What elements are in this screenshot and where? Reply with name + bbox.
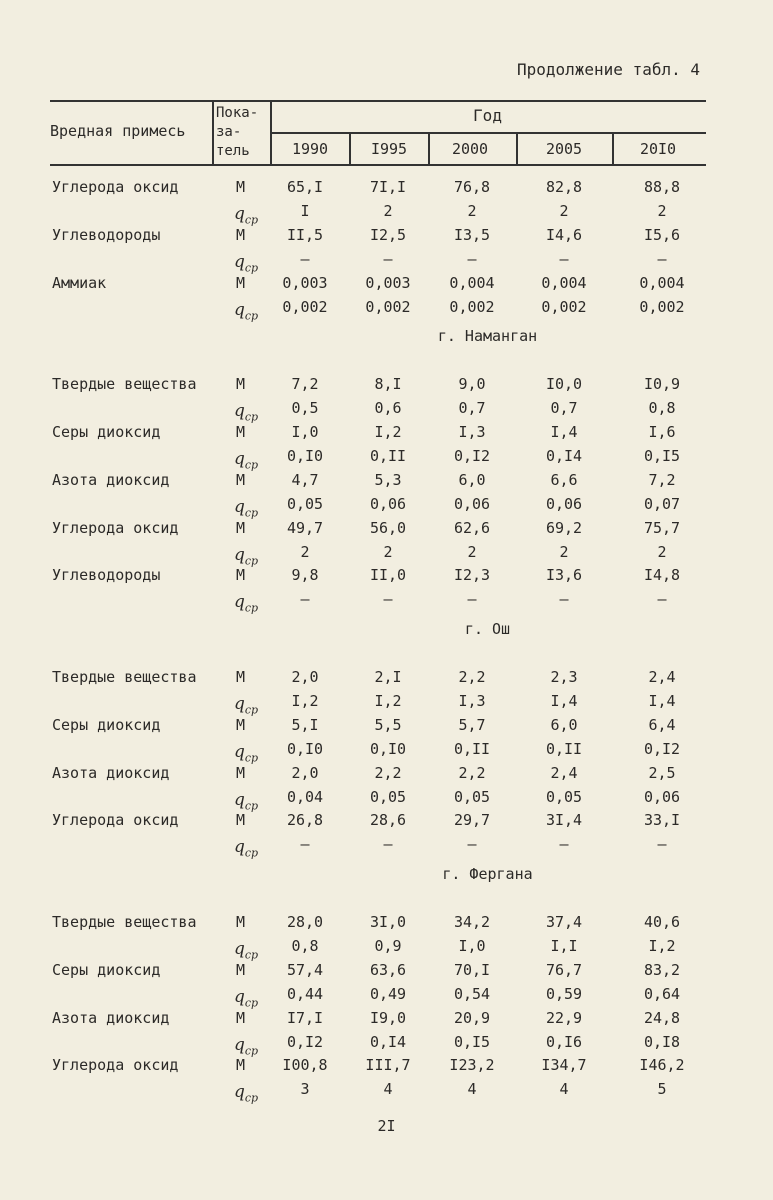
table-cell: 0,I2 bbox=[453, 446, 491, 465]
table-cell: 0,64 bbox=[643, 984, 681, 1003]
column-header-year: Год bbox=[473, 106, 502, 125]
table-cell: II,5 bbox=[286, 225, 324, 244]
column-header-substance: Вредная примесь bbox=[50, 122, 186, 140]
table-cell: 0,I4 bbox=[369, 1032, 407, 1051]
indicator-q: $q_{ср}$ bbox=[234, 496, 259, 520]
table-cell: 0,6 bbox=[374, 399, 402, 418]
table-cell: – bbox=[559, 835, 569, 854]
table-cell: 2,2 bbox=[458, 763, 486, 782]
indicator-q: $q_{ср}$ bbox=[234, 592, 259, 615]
table-cell: 2,4 bbox=[648, 668, 676, 686]
table-cell: I7,I bbox=[286, 1008, 324, 1027]
header-bottom-rule bbox=[50, 164, 706, 166]
substance-label: Углеводороды bbox=[52, 566, 161, 585]
table-cell: 0,I2 bbox=[643, 739, 681, 758]
indicator-q: $q_{ср}$ bbox=[234, 1034, 259, 1057]
table-cell: I,3 bbox=[458, 691, 486, 710]
table-cell: 0,002 bbox=[449, 297, 495, 316]
table-cell: – bbox=[657, 249, 667, 268]
table-cell: 9,0 bbox=[458, 375, 486, 394]
indicator-m: M bbox=[236, 225, 246, 244]
table-cell: 28,0 bbox=[286, 913, 324, 931]
table-cell: I,4 bbox=[648, 691, 676, 710]
table-cell: 75,7 bbox=[643, 518, 681, 537]
table-cell: 0,7 bbox=[458, 399, 486, 418]
table-cell: I bbox=[300, 201, 310, 220]
table-cell: 5,5 bbox=[374, 715, 402, 734]
table-cell: I3,5 bbox=[453, 225, 491, 244]
header-divider bbox=[516, 132, 518, 166]
table-cell: 6,0 bbox=[458, 470, 486, 489]
table-cell: I23,2 bbox=[449, 1056, 495, 1075]
year-header: 2000 bbox=[451, 140, 489, 158]
table-cell: – bbox=[383, 590, 393, 609]
indicator-m: M bbox=[236, 470, 246, 489]
table-cell: – bbox=[467, 249, 477, 268]
indicator-m: M bbox=[236, 960, 246, 979]
table-cell: II,0 bbox=[369, 566, 407, 585]
table-cell: 57,4 bbox=[286, 960, 324, 979]
table-cell: 20,9 bbox=[453, 1008, 491, 1027]
table-cell: 0,06 bbox=[545, 494, 583, 513]
table-cell: 82,8 bbox=[545, 178, 583, 196]
table-cell: 0,004 bbox=[639, 273, 685, 292]
indicator-m: M bbox=[236, 913, 246, 931]
table-cell: I,2 bbox=[374, 691, 402, 710]
table-cell: 56,0 bbox=[369, 518, 407, 537]
table-cell: I,0 bbox=[458, 936, 486, 955]
indicator-m: M bbox=[236, 375, 246, 394]
table-cell: 33,I bbox=[643, 811, 681, 830]
substance-label: Серы диоксид bbox=[52, 423, 161, 441]
table-cell: 5 bbox=[657, 1080, 667, 1099]
table-cell: 2,0 bbox=[291, 668, 319, 686]
indicator-m: M bbox=[236, 518, 246, 537]
table-cell: 62,6 bbox=[453, 518, 491, 537]
table-cell: 0,7 bbox=[550, 399, 578, 418]
table-cell: I,2 bbox=[374, 423, 402, 441]
table-cell: I4,6 bbox=[545, 225, 583, 244]
table-cell: 2,2 bbox=[374, 763, 402, 782]
table-cell: 6,0 bbox=[550, 715, 578, 734]
table-cell: 76,8 bbox=[453, 178, 491, 196]
table-cell: 70,I bbox=[453, 960, 491, 979]
header-divider bbox=[212, 100, 214, 166]
table-cell: 0,I0 bbox=[286, 739, 324, 758]
table-cell: I2,3 bbox=[453, 566, 491, 585]
table-cell: 0,9 bbox=[374, 936, 402, 955]
table-cell: 24,8 bbox=[643, 1008, 681, 1027]
table-cell: 69,2 bbox=[545, 518, 583, 537]
table-cell: – bbox=[467, 835, 477, 854]
indicator-m: M bbox=[236, 763, 246, 782]
table-cell: 4 bbox=[467, 1080, 477, 1099]
page-number: 2I bbox=[377, 1117, 396, 1135]
table-cell: 76,7 bbox=[545, 960, 583, 979]
table-cell: 0,003 bbox=[365, 273, 411, 292]
table-cell: 0,002 bbox=[282, 297, 328, 316]
indicator-m: M bbox=[236, 1056, 246, 1075]
table-cell: 4 bbox=[383, 1080, 393, 1099]
table-cell: 0,49 bbox=[369, 984, 407, 1003]
table-cell: 0,004 bbox=[541, 273, 587, 292]
substance-label: Азота диоксид bbox=[52, 1008, 170, 1027]
indicator-m: M bbox=[236, 423, 246, 441]
table-cell: 88,8 bbox=[643, 178, 681, 196]
table-cell: 6,6 bbox=[550, 470, 578, 489]
table-cell: 0,05 bbox=[286, 494, 324, 513]
table-cell: 6,4 bbox=[648, 715, 676, 734]
indicator-m: M bbox=[236, 178, 246, 196]
city-heading: г. Наманган bbox=[437, 327, 538, 346]
substance-label: Азота диоксид bbox=[52, 763, 170, 782]
table-cell: 0,04 bbox=[286, 787, 324, 806]
indicator-q: $q_{ср}$ bbox=[234, 544, 259, 567]
table-cell: 63,6 bbox=[369, 960, 407, 979]
table-cell: I34,7 bbox=[541, 1056, 587, 1075]
table-cell: 0,I4 bbox=[545, 446, 583, 465]
table-cell: 0,I8 bbox=[643, 1032, 681, 1051]
table-cell: I,2 bbox=[648, 936, 676, 955]
table-cell: 4 bbox=[559, 1080, 569, 1099]
table-cell: I9,0 bbox=[369, 1008, 407, 1027]
table-cell: 0,06 bbox=[643, 787, 681, 806]
table-cell: 37,4 bbox=[545, 913, 583, 931]
table-cell: 5,7 bbox=[458, 715, 486, 734]
table-cell: 2,4 bbox=[550, 763, 578, 782]
table-cell: 83,2 bbox=[643, 960, 681, 979]
year-header: I995 bbox=[370, 140, 408, 158]
substance-label: Аммиак bbox=[52, 273, 107, 292]
table-cell: 3I,0 bbox=[369, 913, 407, 931]
table-cell: I0,9 bbox=[643, 375, 681, 394]
header-top-rule bbox=[50, 100, 706, 102]
table-cell: I46,2 bbox=[639, 1056, 685, 1075]
table-cell: I0,0 bbox=[545, 375, 583, 394]
indicator-q: $q_{ср}$ bbox=[234, 789, 259, 812]
table-cell: 2,5 bbox=[648, 763, 676, 782]
substance-label: Серы диоксид bbox=[52, 715, 161, 734]
table-cell: III,7 bbox=[365, 1056, 411, 1075]
table-cell: 2 bbox=[559, 201, 569, 220]
year-header: 20I0 bbox=[639, 140, 677, 158]
table-cell: 7,2 bbox=[648, 470, 676, 489]
indicator-header-line: Пока- bbox=[216, 105, 259, 121]
table-cell: 0,06 bbox=[369, 494, 407, 513]
table-cell: 0,I5 bbox=[643, 446, 681, 465]
table-cell: – bbox=[300, 835, 310, 854]
table-cell: – bbox=[657, 835, 667, 854]
table-cell: 0,II bbox=[453, 739, 491, 758]
indicator-m: M bbox=[236, 811, 246, 830]
indicator-m: M bbox=[236, 715, 246, 734]
table-cell: 26,8 bbox=[286, 811, 324, 830]
table-cell: 0,8 bbox=[291, 936, 319, 955]
table-cell: 0,II bbox=[369, 446, 407, 465]
indicator-q: $q_{ср}$ bbox=[234, 741, 259, 765]
substance-label: Твердые вещества bbox=[52, 668, 197, 686]
table-cell: – bbox=[300, 249, 310, 268]
substance-label: Твердые вещества bbox=[52, 913, 197, 931]
table-cell: 2 bbox=[657, 201, 667, 220]
table-cell: 0,I6 bbox=[545, 1032, 583, 1051]
year-header: 2005 bbox=[545, 140, 583, 158]
table-cell: 2 bbox=[559, 542, 569, 561]
table-cell: 29,7 bbox=[453, 811, 491, 830]
indicator-q: $q_{ср}$ bbox=[234, 251, 259, 275]
table-cell: 2,I bbox=[374, 668, 402, 686]
table-cell: 22,9 bbox=[545, 1008, 583, 1027]
table-cell: – bbox=[467, 590, 477, 609]
table-cell: 2,0 bbox=[291, 763, 319, 782]
table-cell: 65,I bbox=[286, 178, 324, 196]
table-cell: 2 bbox=[383, 201, 393, 220]
city-heading: г. Ош bbox=[464, 620, 511, 639]
table-cell: – bbox=[300, 590, 310, 609]
table-cell: I5,6 bbox=[643, 225, 681, 244]
column-header-indicator bbox=[216, 104, 258, 161]
table-cell: – bbox=[559, 590, 569, 609]
table-cell: – bbox=[383, 249, 393, 268]
table-cell: 0,05 bbox=[453, 787, 491, 806]
indicator-header-line: за- bbox=[216, 124, 242, 140]
table-cell: I,3 bbox=[458, 423, 486, 441]
table-cell: I00,8 bbox=[282, 1056, 328, 1075]
substance-label: Азота диоксид bbox=[52, 470, 170, 489]
table-cell: I3,6 bbox=[545, 566, 583, 585]
table-cell: 0,002 bbox=[639, 297, 685, 316]
table-cell: 0,06 bbox=[453, 494, 491, 513]
table-cell: 4,7 bbox=[291, 470, 319, 489]
table-cell: – bbox=[559, 249, 569, 268]
header-divider bbox=[612, 132, 614, 166]
table-cell: 0,002 bbox=[541, 297, 587, 316]
city-heading: г. Фергана bbox=[442, 865, 533, 884]
table-cell: 8,I bbox=[374, 375, 402, 394]
substance-label: Углерода оксид bbox=[52, 811, 179, 830]
table-cell: 7I,I bbox=[369, 178, 407, 196]
table-cell: I,4 bbox=[550, 423, 578, 441]
table-cell: I,6 bbox=[648, 423, 676, 441]
table-cell: 2 bbox=[383, 542, 393, 561]
indicator-m: M bbox=[236, 1008, 246, 1027]
indicator-m: M bbox=[236, 668, 246, 686]
table-cell: 3I,4 bbox=[545, 811, 583, 830]
table-cell: 2,3 bbox=[550, 668, 578, 686]
table-cell: 0,59 bbox=[545, 984, 583, 1003]
table-cell: 0,05 bbox=[369, 787, 407, 806]
indicator-header-line: тель bbox=[216, 143, 250, 159]
substance-label: Углерода оксид bbox=[52, 1056, 179, 1075]
table-cell: 40,6 bbox=[643, 913, 681, 931]
table-cell: 2 bbox=[657, 542, 667, 561]
table-cell: 0,I5 bbox=[453, 1032, 491, 1051]
table-cell: 5,3 bbox=[374, 470, 402, 489]
table-cell: 7,2 bbox=[291, 375, 319, 394]
table-cell: 0,07 bbox=[643, 494, 681, 513]
table-cell: I,4 bbox=[550, 691, 578, 710]
table-cell: I,I bbox=[550, 936, 578, 955]
indicator-q: $q_{ср}$ bbox=[234, 203, 259, 227]
table-cell: I4,8 bbox=[643, 566, 681, 585]
table-cell: 3 bbox=[300, 1080, 310, 1099]
table-caption: Продолжение табл. 4 bbox=[516, 60, 700, 79]
table-cell: 0,II bbox=[545, 739, 583, 758]
table-cell: 2,2 bbox=[458, 668, 486, 686]
table-cell: 2 bbox=[300, 542, 310, 561]
table-cell: I,0 bbox=[291, 423, 319, 441]
indicator-m: M bbox=[236, 273, 246, 292]
table-cell: 34,2 bbox=[453, 913, 491, 931]
substance-label: Углеводороды bbox=[52, 225, 161, 244]
indicator-q: $q_{ср}$ bbox=[234, 837, 259, 860]
indicator-q: $q_{ср}$ bbox=[234, 938, 259, 962]
table-cell: 2 bbox=[467, 201, 477, 220]
table-cell: I2,5 bbox=[369, 225, 407, 244]
table-cell: 0,5 bbox=[291, 399, 319, 418]
table-cell: 0,05 bbox=[545, 787, 583, 806]
indicator-q: $q_{ср}$ bbox=[234, 448, 259, 472]
indicator-q: $q_{ср}$ bbox=[234, 1082, 259, 1105]
substance-label: Серы диоксид bbox=[52, 960, 161, 979]
table-cell: 9,8 bbox=[291, 566, 319, 585]
table-cell: 0,002 bbox=[365, 297, 411, 316]
table-cell: 2 bbox=[467, 542, 477, 561]
indicator-q: $q_{ср}$ bbox=[234, 693, 259, 717]
year-header: 1990 bbox=[291, 140, 329, 158]
substance-label: Твердые вещества bbox=[52, 375, 197, 394]
substance-label: Углерода оксид bbox=[52, 518, 179, 537]
table-cell: 5,I bbox=[291, 715, 319, 734]
indicator-q: $q_{ср}$ bbox=[234, 401, 259, 424]
header-divider bbox=[428, 132, 430, 166]
indicator-m: M bbox=[236, 566, 246, 585]
indicator-q: $q_{ср}$ bbox=[234, 299, 259, 322]
table-cell: 0,8 bbox=[648, 399, 676, 418]
table-cell: 0,54 bbox=[453, 984, 491, 1003]
table-cell: 0,I0 bbox=[369, 739, 407, 758]
table-cell: 0,004 bbox=[449, 273, 495, 292]
table-cell: 49,7 bbox=[286, 518, 324, 537]
table-cell: 0,44 bbox=[286, 984, 324, 1003]
table-cell: – bbox=[657, 590, 667, 609]
table-cell: 0,I0 bbox=[286, 446, 324, 465]
table-cell: 0,003 bbox=[282, 273, 328, 292]
table-cell: – bbox=[383, 835, 393, 854]
table-cell: 28,6 bbox=[369, 811, 407, 830]
table-cell: I,2 bbox=[291, 691, 319, 710]
indicator-q: $q_{ср}$ bbox=[234, 986, 259, 1010]
table-cell: 0,I2 bbox=[286, 1032, 324, 1051]
year-subheader-rule bbox=[272, 132, 706, 134]
substance-label: Углерода оксид bbox=[52, 178, 179, 196]
